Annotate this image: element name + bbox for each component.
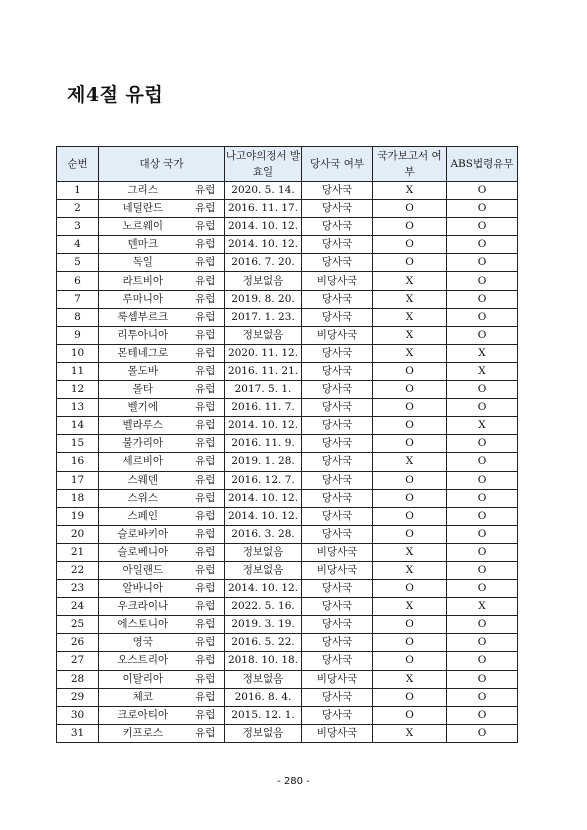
table-row	[57, 543, 518, 561]
cell-effective-date: 2016. 7. 20.	[225, 254, 302, 272]
cell-effective-date: 2020. 5. 14.	[225, 182, 302, 200]
cell-abs-law: O	[447, 218, 518, 236]
cell-no: 14	[57, 417, 99, 435]
cell-abs-law: O	[447, 561, 518, 579]
cell-region: 유럽	[187, 724, 225, 742]
cell-no: 22	[57, 561, 99, 579]
cell-party-status: 당사국	[302, 417, 373, 435]
cell-effective-date: 2020. 11. 12.	[225, 344, 302, 362]
table-row	[57, 489, 518, 507]
cell-abs-law: O	[447, 688, 518, 706]
table-row	[57, 525, 518, 543]
table-row	[57, 706, 518, 724]
cell-no: 10	[57, 344, 99, 362]
table-row	[57, 471, 518, 489]
table-row	[57, 236, 518, 254]
cell-abs-law: O	[447, 435, 518, 453]
cell-national-report: X	[373, 598, 447, 616]
cell-country: 알바니아	[99, 580, 187, 598]
cell-party-status: 당사국	[302, 688, 373, 706]
table-row	[57, 218, 518, 236]
cell-no: 8	[57, 308, 99, 326]
cell-party-status: 당사국	[302, 308, 373, 326]
header-effective-date: 나고야의정서 발효일	[225, 147, 302, 182]
cell-national-report: O	[373, 435, 447, 453]
table-row	[57, 272, 518, 290]
cell-party-status: 당사국	[302, 471, 373, 489]
cell-no: 20	[57, 525, 99, 543]
cell-abs-law: X	[447, 417, 518, 435]
cell-country: 오스트리아	[99, 652, 187, 670]
cell-abs-law: O	[447, 308, 518, 326]
cell-national-report: O	[373, 218, 447, 236]
cell-party-status: 당사국	[302, 182, 373, 200]
cell-country: 에스토니아	[99, 616, 187, 634]
cell-abs-law: O	[447, 616, 518, 634]
cell-party-status: 당사국	[302, 200, 373, 218]
cell-abs-law: O	[447, 724, 518, 742]
cell-no: 18	[57, 489, 99, 507]
cell-country: 몰타	[99, 381, 187, 399]
cell-region: 유럽	[187, 381, 225, 399]
cell-country: 체코	[99, 688, 187, 706]
cell-no: 19	[57, 507, 99, 525]
cell-country: 슬로바키아	[99, 525, 187, 543]
cell-abs-law: X	[447, 344, 518, 362]
cell-abs-law: O	[447, 290, 518, 308]
cell-effective-date: 2018. 10. 18.	[225, 652, 302, 670]
cell-no: 2	[57, 200, 99, 218]
cell-national-report: X	[373, 453, 447, 471]
cell-effective-date: 2016. 5. 22.	[225, 634, 302, 652]
cell-effective-date: 2016. 11. 21.	[225, 362, 302, 380]
cell-region: 유럽	[187, 218, 225, 236]
cell-national-report: O	[373, 236, 447, 254]
cell-abs-law: O	[447, 182, 518, 200]
cell-region: 유럽	[187, 561, 225, 579]
table-row	[57, 399, 518, 417]
cell-region: 유럽	[187, 453, 225, 471]
cell-party-status: 당사국	[302, 236, 373, 254]
table-row	[57, 344, 518, 362]
cell-national-report: O	[373, 489, 447, 507]
cell-national-report: O	[373, 634, 447, 652]
cell-effective-date: 2017. 5. 1.	[225, 381, 302, 399]
cell-national-report: O	[373, 706, 447, 724]
cell-party-status: 비당사국	[302, 561, 373, 579]
cell-region: 유럽	[187, 435, 225, 453]
cell-national-report: O	[373, 616, 447, 634]
cell-abs-law: O	[447, 652, 518, 670]
cell-abs-law: O	[447, 326, 518, 344]
header-national-report: 국가보고서 여부	[373, 147, 447, 182]
cell-effective-date: 2016. 11. 7.	[225, 399, 302, 417]
cell-abs-law: O	[447, 272, 518, 290]
cell-abs-law: O	[447, 200, 518, 218]
cell-no: 30	[57, 706, 99, 724]
cell-party-status: 당사국	[302, 381, 373, 399]
cell-effective-date: 2022. 5. 16.	[225, 598, 302, 616]
cell-effective-date: 정보없음	[225, 272, 302, 290]
cell-no: 23	[57, 580, 99, 598]
cell-party-status: 당사국	[302, 362, 373, 380]
cell-region: 유럽	[187, 399, 225, 417]
table-row	[57, 417, 518, 435]
cell-country: 룩셈부르크	[99, 308, 187, 326]
cell-country: 리투아니아	[99, 326, 187, 344]
cell-effective-date: 2014. 10. 12.	[225, 218, 302, 236]
cell-no: 3	[57, 218, 99, 236]
table-row	[57, 598, 518, 616]
cell-abs-law: X	[447, 598, 518, 616]
cell-no: 21	[57, 543, 99, 561]
cell-abs-law: O	[447, 507, 518, 525]
cell-country: 키프로스	[99, 724, 187, 742]
table-row	[57, 616, 518, 634]
cell-region: 유럽	[187, 254, 225, 272]
table-row	[57, 453, 518, 471]
cell-no: 24	[57, 598, 99, 616]
header-no: 순번	[57, 147, 99, 182]
cell-no: 7	[57, 290, 99, 308]
table-row	[57, 670, 518, 688]
cell-abs-law: O	[447, 471, 518, 489]
cell-party-status: 당사국	[302, 634, 373, 652]
cell-party-status: 당사국	[302, 507, 373, 525]
cell-no: 6	[57, 272, 99, 290]
cell-country: 독일	[99, 254, 187, 272]
cell-region: 유럽	[187, 525, 225, 543]
cell-region: 유럽	[187, 272, 225, 290]
cell-no: 11	[57, 362, 99, 380]
cell-region: 유럽	[187, 670, 225, 688]
cell-abs-law: O	[447, 453, 518, 471]
cell-abs-law: O	[447, 399, 518, 417]
table-row	[57, 290, 518, 308]
cell-region: 유럽	[187, 362, 225, 380]
cell-region: 유럽	[187, 507, 225, 525]
cell-effective-date: 2015. 12. 1.	[225, 706, 302, 724]
cell-national-report: O	[373, 525, 447, 543]
cell-region: 유럽	[187, 598, 225, 616]
cell-party-status: 당사국	[302, 399, 373, 417]
cell-region: 유럽	[187, 543, 225, 561]
cell-region: 유럽	[187, 290, 225, 308]
cell-no: 5	[57, 254, 99, 272]
europe-country-table	[56, 146, 518, 743]
cell-party-status: 당사국	[302, 489, 373, 507]
cell-effective-date: 2019. 3. 19.	[225, 616, 302, 634]
cell-abs-law: O	[447, 381, 518, 399]
cell-national-report: O	[373, 417, 447, 435]
cell-no: 27	[57, 652, 99, 670]
cell-country: 덴마크	[99, 236, 187, 254]
cell-no: 28	[57, 670, 99, 688]
cell-party-status: 비당사국	[302, 543, 373, 561]
cell-region: 유럽	[187, 471, 225, 489]
cell-national-report: X	[373, 272, 447, 290]
cell-national-report: X	[373, 182, 447, 200]
table-row	[57, 507, 518, 525]
cell-region: 유럽	[187, 489, 225, 507]
table-body	[57, 182, 518, 743]
cell-region: 유럽	[187, 236, 225, 254]
cell-region: 유럽	[187, 200, 225, 218]
table-row	[57, 254, 518, 272]
cell-party-status: 비당사국	[302, 670, 373, 688]
cell-abs-law: O	[447, 670, 518, 688]
cell-region: 유럽	[187, 326, 225, 344]
table-row	[57, 362, 518, 380]
cell-party-status: 당사국	[302, 525, 373, 543]
cell-party-status: 당사국	[302, 706, 373, 724]
cell-country: 스페인	[99, 507, 187, 525]
cell-party-status: 당사국	[302, 435, 373, 453]
table-row	[57, 381, 518, 399]
cell-country: 라트비아	[99, 272, 187, 290]
cell-party-status: 당사국	[302, 580, 373, 598]
cell-abs-law: O	[447, 525, 518, 543]
table-row	[57, 688, 518, 706]
header-abs-law: ABS법령유무	[447, 147, 518, 182]
cell-country: 세르비아	[99, 453, 187, 471]
cell-country: 노르웨이	[99, 218, 187, 236]
cell-no: 29	[57, 688, 99, 706]
cell-national-report: O	[373, 381, 447, 399]
header-country: 대상 국가	[99, 147, 225, 182]
page-number: - 280 -	[277, 776, 310, 787]
cell-party-status: 비당사국	[302, 272, 373, 290]
table-row	[57, 652, 518, 670]
cell-effective-date: 정보없음	[225, 326, 302, 344]
cell-country: 영국	[99, 634, 187, 652]
table-header-row	[57, 147, 518, 182]
cell-region: 유럽	[187, 417, 225, 435]
cell-effective-date: 정보없음	[225, 724, 302, 742]
cell-effective-date: 2016. 3. 28.	[225, 525, 302, 543]
cell-effective-date: 2016. 11. 17.	[225, 200, 302, 218]
cell-country: 크로아티아	[99, 706, 187, 724]
table-row	[57, 580, 518, 598]
cell-party-status: 당사국	[302, 453, 373, 471]
cell-abs-law: O	[447, 706, 518, 724]
cell-abs-law: O	[447, 543, 518, 561]
cell-national-report: O	[373, 652, 447, 670]
cell-national-report: O	[373, 254, 447, 272]
cell-party-status: 비당사국	[302, 724, 373, 742]
cell-no: 12	[57, 381, 99, 399]
cell-country: 슬로베니아	[99, 543, 187, 561]
cell-country: 그리스	[99, 182, 187, 200]
cell-effective-date: 정보없음	[225, 670, 302, 688]
cell-abs-law: O	[447, 489, 518, 507]
cell-country: 몰도바	[99, 362, 187, 380]
table-row	[57, 326, 518, 344]
cell-country: 벨라루스	[99, 417, 187, 435]
cell-national-report: O	[373, 471, 447, 489]
cell-region: 유럽	[187, 652, 225, 670]
cell-no: 1	[57, 182, 99, 200]
cell-party-status: 비당사국	[302, 326, 373, 344]
cell-party-status: 당사국	[302, 598, 373, 616]
cell-no: 17	[57, 471, 99, 489]
cell-country: 스위스	[99, 489, 187, 507]
cell-effective-date: 2016. 11. 9.	[225, 435, 302, 453]
cell-region: 유럽	[187, 688, 225, 706]
cell-effective-date: 정보없음	[225, 561, 302, 579]
cell-national-report: X	[373, 308, 447, 326]
cell-no: 16	[57, 453, 99, 471]
cell-region: 유럽	[187, 580, 225, 598]
cell-effective-date: 2014. 10. 12.	[225, 417, 302, 435]
cell-effective-date: 2016. 8. 4.	[225, 688, 302, 706]
table-row	[57, 561, 518, 579]
cell-party-status: 당사국	[302, 652, 373, 670]
cell-effective-date: 2014. 10. 12.	[225, 236, 302, 254]
section-title: 제4절 유럽	[67, 84, 164, 106]
cell-national-report: O	[373, 507, 447, 525]
cell-national-report: O	[373, 362, 447, 380]
cell-effective-date: 정보없음	[225, 543, 302, 561]
cell-country: 아일랜드	[99, 561, 187, 579]
cell-effective-date: 2019. 8. 20.	[225, 290, 302, 308]
cell-region: 유럽	[187, 706, 225, 724]
table-row	[57, 182, 518, 200]
cell-country: 벨기에	[99, 399, 187, 417]
cell-national-report: X	[373, 670, 447, 688]
cell-effective-date: 2014. 10. 12.	[225, 507, 302, 525]
cell-party-status: 당사국	[302, 616, 373, 634]
cell-abs-law: O	[447, 236, 518, 254]
cell-country: 이탈리아	[99, 670, 187, 688]
table-row	[57, 724, 518, 742]
cell-region: 유럽	[187, 616, 225, 634]
table-row	[57, 308, 518, 326]
cell-national-report: X	[373, 344, 447, 362]
cell-party-status: 당사국	[302, 218, 373, 236]
cell-national-report: X	[373, 290, 447, 308]
cell-region: 유럽	[187, 634, 225, 652]
cell-party-status: 당사국	[302, 290, 373, 308]
cell-country: 몬테네그로	[99, 344, 187, 362]
cell-abs-law: X	[447, 362, 518, 380]
cell-national-report: X	[373, 326, 447, 344]
header-party-status: 당사국 여부	[302, 147, 373, 182]
cell-abs-law: O	[447, 634, 518, 652]
cell-no: 4	[57, 236, 99, 254]
cell-effective-date: 2014. 10. 12.	[225, 489, 302, 507]
cell-country: 네덜란드	[99, 200, 187, 218]
cell-country: 우크라이나	[99, 598, 187, 616]
cell-national-report: O	[373, 580, 447, 598]
cell-effective-date: 2016. 12. 7.	[225, 471, 302, 489]
cell-region: 유럽	[187, 308, 225, 326]
cell-country: 불가리아	[99, 435, 187, 453]
cell-no: 13	[57, 399, 99, 417]
cell-country: 루마니아	[99, 290, 187, 308]
cell-national-report: O	[373, 399, 447, 417]
cell-no: 15	[57, 435, 99, 453]
cell-abs-law: O	[447, 254, 518, 272]
cell-national-report: X	[373, 543, 447, 561]
cell-national-report: X	[373, 561, 447, 579]
cell-national-report: X	[373, 724, 447, 742]
table-row	[57, 435, 518, 453]
cell-national-report: O	[373, 200, 447, 218]
cell-no: 25	[57, 616, 99, 634]
cell-no: 9	[57, 326, 99, 344]
cell-party-status: 당사국	[302, 254, 373, 272]
cell-abs-law: O	[447, 580, 518, 598]
table-row	[57, 200, 518, 218]
cell-party-status: 당사국	[302, 344, 373, 362]
cell-no: 31	[57, 724, 99, 742]
cell-effective-date: 2014. 10. 12.	[225, 580, 302, 598]
cell-region: 유럽	[187, 182, 225, 200]
cell-no: 26	[57, 634, 99, 652]
cell-country: 스웨덴	[99, 471, 187, 489]
table-row	[57, 634, 518, 652]
cell-effective-date: 2019. 1. 28.	[225, 453, 302, 471]
cell-region: 유럽	[187, 344, 225, 362]
cell-national-report: O	[373, 688, 447, 706]
cell-effective-date: 2017. 1. 23.	[225, 308, 302, 326]
